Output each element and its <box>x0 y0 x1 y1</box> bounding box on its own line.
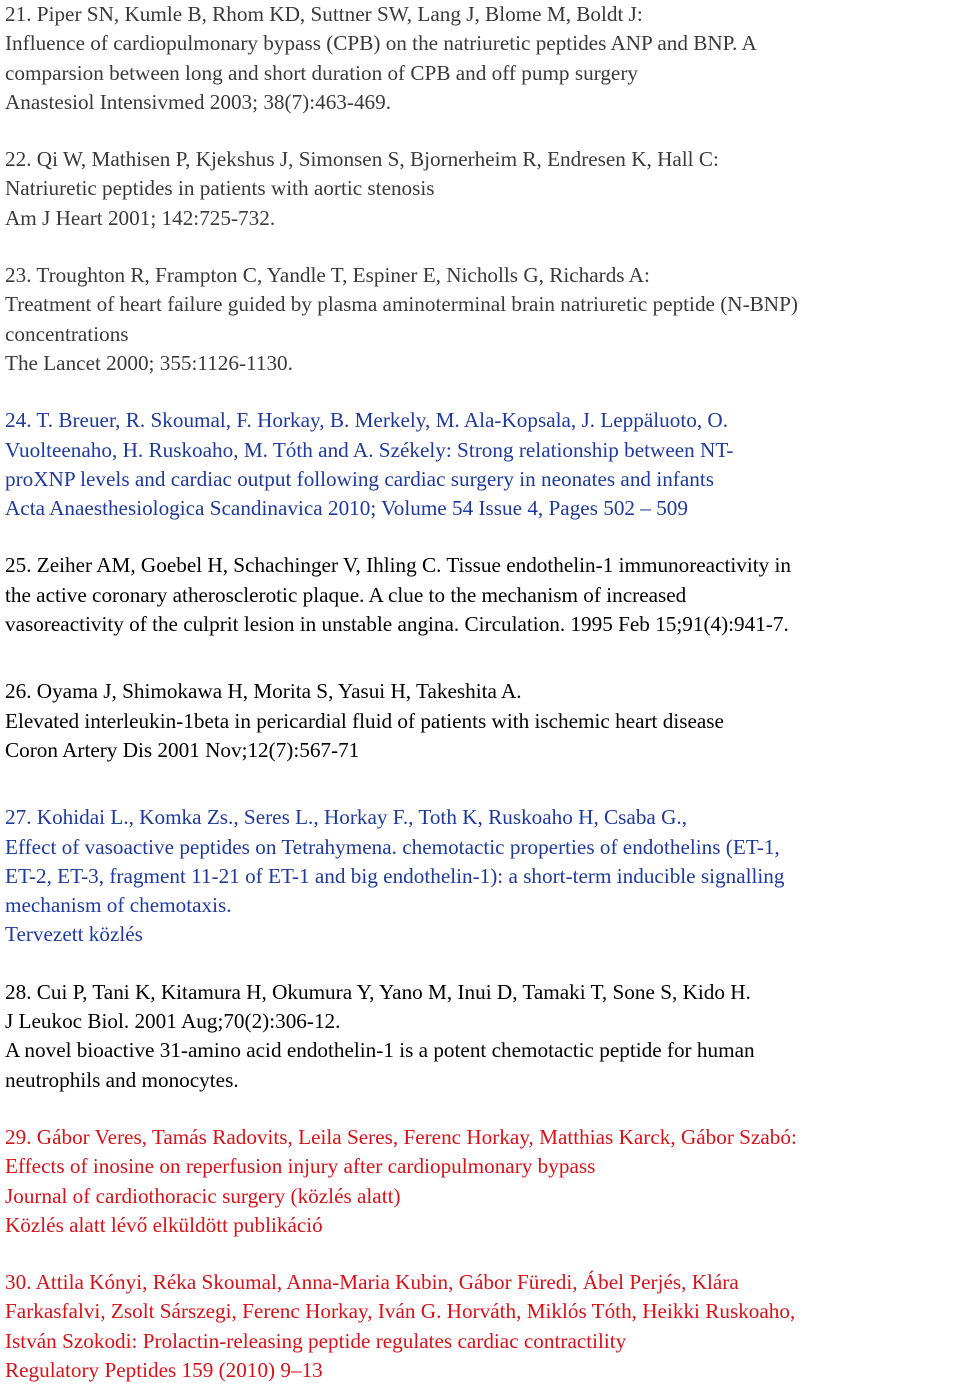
reference-line: 22. Qi W, Mathisen P, Kjekshus J, Simonsen S, Bjornerheim R, Endresen K, Hall C: <box>5 147 719 172</box>
reference-line: proXNP levels and cardiac output following cardiac surgery in neonates and infants <box>5 466 714 491</box>
reference-line: Tervezett közlés <box>5 922 143 947</box>
reference-line: Farkasfalvi, Zsolt Sárszegi, Ferenc Horkay, Iván G. Horváth, Miklós Tóth, Heikki Ruskoaho, <box>5 1299 796 1324</box>
reference-line: ET-2, ET-3, fragment 11-21 of ET-1 and big endothelin-1): a short-term inducible signalling <box>5 863 785 888</box>
reference-line: István Szokodi: Prolactin-releasing peptide regulates cardiac contractility <box>5 1328 627 1353</box>
reference-line: J Leukoc Biol. 2001 Aug;70(2):306-12. <box>5 1009 341 1034</box>
reference-line: concentrations <box>5 321 129 346</box>
reference-26 <box>5 677 958 765</box>
reference-line: The Lancet 2000; 355:1126-1130. <box>5 350 293 375</box>
reference-23 <box>5 261 958 378</box>
reference-line: vasoreactivity of the culprit lesion in unstable angina. Circulation. 1995 Feb 15;91(4):941-7. <box>5 612 789 637</box>
reference-line: Effect of vasoactive peptides on Tetrahymena. chemotactic properties of endothelins (ET-1, <box>5 834 780 859</box>
reference-line: 29. Gábor Veres, Tamás Radovits, Leila Seres, Ferenc Horkay, Matthias Karck, Gábor Szabó: <box>5 1124 797 1149</box>
reference-line: A novel bioactive 31-amino acid endothelin-1 is a potent chemotactic peptide for human <box>5 1038 755 1063</box>
reference-line: 26. Oyama J, Shimokawa H, Morita S, Yasui H, Takeshita A. <box>5 679 522 704</box>
reference-line: 30. Attila Kónyi, Réka Skoumal, Anna-Maria Kubin, Gábor Füredi, Ábel Perjés, Klára <box>5 1270 739 1295</box>
reference-line: Effects of inosine on reperfusion injury after cardiopulmonary bypass <box>5 1154 596 1179</box>
reference-28 <box>5 978 958 1095</box>
reference-line: Anastesiol Intensivmed 2003; 38(7):463-469. <box>5 89 392 114</box>
reference-line: Treatment of heart failure guided by plasma aminoterminal brain natriuretic peptide (N-BNP) <box>5 292 798 317</box>
reference-line: Am J Heart 2001; 142:725-732. <box>5 205 276 230</box>
reference-list <box>5 0 958 1385</box>
reference-line: Coron Artery Dis 2001 Nov;12(7):567-71 <box>5 737 360 762</box>
reference-21 <box>5 0 958 117</box>
reference-line: Közlés alatt lévő elküldött publikáció <box>5 1212 323 1237</box>
reference-line: the active coronary atherosclerotic plaque. A clue to the mechanism of increased <box>5 582 687 607</box>
reference-line: Elevated interleukin-1beta in pericardial fluid of patients with ischemic heart disease <box>5 708 724 733</box>
reference-line: 27. Kohidai L., Komka Zs., Seres L., Horkay F., Toth K, Ruskoaho H, Csaba G., <box>5 805 688 830</box>
reference-29 <box>5 1123 958 1240</box>
reference-25 <box>5 551 958 639</box>
reference-30 <box>5 1268 958 1385</box>
reference-line: 25. Zeiher AM, Goebel H, Schachinger V, Ihling C. Tissue endothelin-1 immunoreactivity in <box>5 553 792 578</box>
reference-line: neutrophils and monocytes. <box>5 1067 239 1092</box>
reference-line: Vuolteenaho, H. Ruskoaho, M. Tóth and A. Székely: Strong relationship between NT- <box>5 437 734 462</box>
reference-line: 21. Piper SN, Kumle B, Rhom KD, Suttner SW, Lang J, Blome M, Boldt J: <box>5 2 643 26</box>
reference-22 <box>5 145 958 233</box>
reference-line: Regulatory Peptides 159 (2010) 9–13 <box>5 1357 323 1382</box>
reference-24 <box>5 406 958 523</box>
reference-line: Journal of cardiothoracic surgery (közlés alatt) <box>5 1183 401 1208</box>
reference-line: 23. Troughton R, Frampton C, Yandle T, Espiner E, Nicholls G, Richards A: <box>5 263 650 288</box>
reference-line: 28. Cui P, Tani K, Kitamura H, Okumura Y, Yano M, Inui D, Tamaki T, Sone S, Kido H. <box>5 979 751 1004</box>
reference-line: mechanism of chemotaxis. <box>5 893 232 918</box>
reference-27 <box>5 803 958 949</box>
reference-line: comparsion between long and short duration of CPB and off pump surgery <box>5 60 638 85</box>
reference-line: Acta Anaesthesiologica Scandinavica 2010; Volume 54 Issue 4, Pages 502 – 509 <box>5 496 688 521</box>
reference-line: 24. T. Breuer, R. Skoumal, F. Horkay, B. Merkely, M. Ala-Kopsala, J. Leppäluoto, O. <box>5 408 729 433</box>
reference-line: Natriuretic peptides in patients with aortic stenosis <box>5 176 435 201</box>
reference-line: Influence of cardiopulmonary bypass (CPB) on the natriuretic peptides ANP and BNP. A <box>5 31 757 56</box>
